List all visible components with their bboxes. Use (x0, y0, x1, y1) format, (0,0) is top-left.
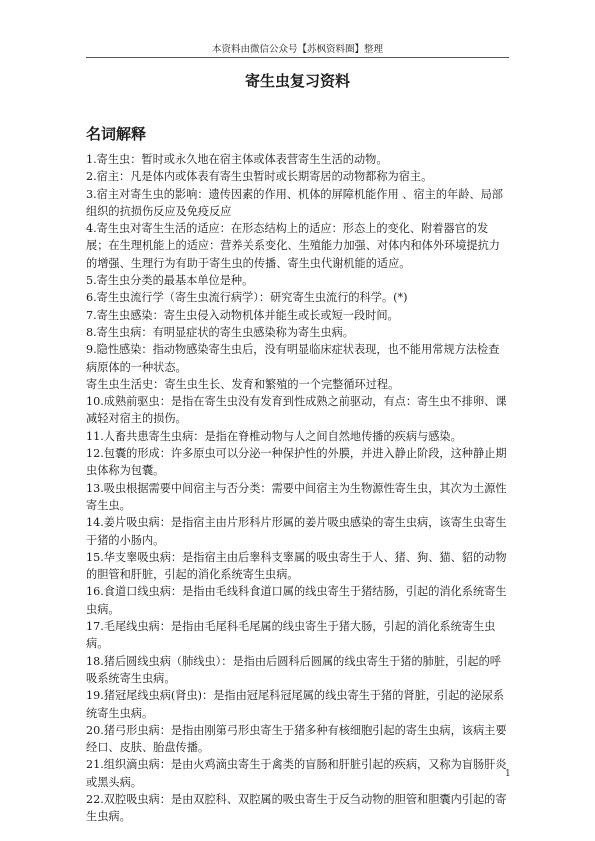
list-item: 7.寄生虫感染：寄生虫侵入动物机体并能生或长或短一段时间。 (86, 308, 399, 322)
list-item: 3.宿主对寄生虫的影响：遗传因素的作用、机体的屏障机能作用 、宿主的年龄、局部组织的抗损伤反应及免疫反应 (86, 187, 503, 218)
header-divider (86, 57, 509, 58)
list-item: 17.毛尾线虫病：是指由毛尾科毛尾属的线虫寄生于猪大肠，引起的消化系统寄生虫病。 (86, 620, 496, 651)
list-item: 14.姜片吸虫病：是指宿主由片形科片形属的姜片吸虫感染的寄生虫病，该寄生虫寄生于猪的小肠内。 (86, 516, 507, 547)
list-item: 15.华支睾吸虫病：是指宿主由后睾科支睾属的吸虫寄生于人、猪、狗、猫、貂的动物的胆管和肝脏，引起的消化系统寄生虫病。 (86, 550, 507, 582)
list-item: 9.隐性感染：指动物感染寄生虫后，没有明显临床症状表现，也不能用常规方法检查病原体的一种状态。 (86, 343, 500, 374)
list-item: 2.宿主：凡是体内或体表有寄生虫暂时或长期寄居的动物都称为宿主。 (86, 170, 433, 184)
list-item: 18.猪后圆线虫病（肺线虫）：是指由后圆科后圆属的线虫寄生于猪的肺脏，引起的呼吸系统寄生虫病。 (86, 654, 501, 685)
entry-list (86, 151, 509, 826)
list-item: 20.猪弓形虫病：是指由刚第弓形虫寄生于猪多种有核细胞引起的寄生虫病，该病主要经口、皮肤、胎盘传播。 (86, 723, 507, 755)
list-item: 4.寄生虫对寄生生活的适应：在形态结构上的适应：形态上的变化、附着器官的发展；在生理机能上的适应：营养关系变化、生殖能力加强、对体内和体外环境提抗力的增强、生理行为有助于寄生虫的传播、寄生虫代谢机能的适应。 (86, 222, 500, 270)
section-heading: 名词解释 (86, 125, 147, 143)
list-item: 12.包囊的形成：许多原虫可以分泌一种保护性的外膜，并进入静止阶段，这种静止期虫体称为包囊。 (86, 447, 507, 478)
list-item: 1.寄生虫：暂时或永久地在宿主体或体表营寄生生活的动物。 (86, 153, 388, 166)
list-item: 22.双腔吸虫病：是由双腔科、双腔属的吸虫寄生于反刍动物的胆管和胆囊内引起的寄生虫病。 (86, 792, 507, 824)
list-item: 21.组织滴虫病：是由火鸡滴虫寄生于禽类的盲肠和肝脏引起的疾病，又称为盲肠肝炎或黑头病。 (86, 758, 507, 789)
list-item: 11.人畜共患寄生虫病：是指在脊椎动物与人之间自然地传播的疾病与感染。 (86, 429, 462, 443)
page-title: 寄生虫复习资料 (244, 72, 350, 90)
list-item: 19.猪冠尾线虫病(肾虫)：是指由冠尾科冠尾属的线虫寄生于猪的肾脏，引起的泌尿系统寄生虫病。 (86, 689, 505, 720)
list-item: 16.食道口线虫病：是指由毛线科食道口属的线虫寄生于猪结肠，引起的消化系统寄生虫病。 (86, 585, 507, 616)
header-source-note: 本资料由微信公众号【苏枫资料圈】整理 (211, 44, 383, 55)
list-item: 13.吸虫根据需要中间宿主与否分类：需要中间宿主为生物源性寄生虫，其次为土源性寄生虫。 (86, 481, 507, 512)
list-item: 10.成熟前驱虫：是指在寄生虫没有发育到性成熟之前驱动，有点：寄生虫不排卵、课减轻对宿主的损伤。 (86, 395, 507, 426)
list-item: 8.寄生虫病：有明显症状的寄生虫感染称为寄生虫病。 (86, 325, 354, 339)
page-number: 1 (505, 769, 511, 779)
list-item: 6.寄生虫流行学（寄生虫流行病学）：研究寄生虫流行的科学。(*) (86, 291, 408, 305)
list-item: 5.寄生虫分类的最基本单位是种。 (86, 274, 254, 288)
list-item: 寄生虫生活史：寄生虫生长、发育和繁殖的一个完整循环过程。 (86, 377, 400, 391)
